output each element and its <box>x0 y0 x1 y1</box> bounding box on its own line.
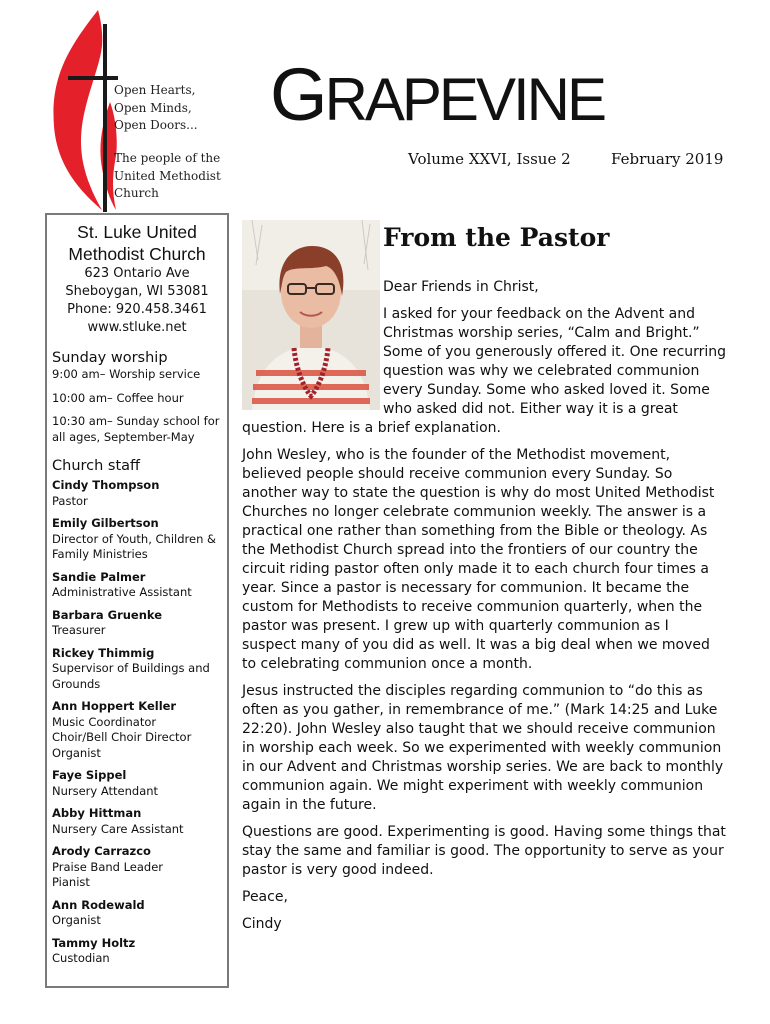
staff-role: Treasurer <box>52 623 106 637</box>
staff-name: Arody Carrazco <box>52 844 151 858</box>
cross-horizontal-icon <box>68 76 118 80</box>
worship-time: 10:30 am– Sunday school for all ages, September-May <box>52 414 220 444</box>
newsletter-masthead: GRAPEVINE <box>270 53 604 136</box>
church-info-sidebar <box>45 213 229 988</box>
church-address: 623 Ontario Ave Sheboygan, WI 53081 Phone: 920.458.3461 www.stluke.net <box>52 265 222 337</box>
worship-heading: Sunday worship <box>52 350 168 366</box>
tagline-open-hearts: Open Hearts, Open Minds, Open Doors... <box>114 83 198 132</box>
staff-role: Custodian <box>52 951 110 965</box>
staff-role: Administrative Assistant <box>52 585 192 599</box>
staff-role: Supervisor of Buildings and Grounds <box>52 661 210 691</box>
article-paragraph: Jesus instructed the disciples regarding communion to “do this as often as you gather, in remembrance of me.” (Mark 14:25 and Luke 22:20). John Wesley also taught that we should receive communion in worship each week. So we experimented with weekly communion in our Advent and Christmas worship series. We are back to monthly communion again. We might experiment with weekly communion again in the future. <box>242 683 724 813</box>
issue-date: February 2019 <box>611 150 724 168</box>
staff-member <box>52 478 227 509</box>
staff-role: Praise Band Leader Pianist <box>52 859 164 889</box>
article-paragraph: Peace, <box>242 889 288 905</box>
article-body <box>242 278 727 942</box>
church-name: St. Luke United Methodist Church <box>68 222 206 264</box>
staff-role: Music Coordinator Choir/Bell Choir Director Organist <box>52 714 192 760</box>
staff-member <box>52 699 227 761</box>
staff-member <box>52 844 227 891</box>
staff-name: Ann Rodewald <box>52 897 145 912</box>
article-signature: Cindy <box>242 916 282 932</box>
staff-list <box>52 478 227 967</box>
staff-role: Organist <box>52 913 101 927</box>
staff-name: Abby Hittman <box>52 806 142 820</box>
article-paragraph: Dear Friends in Christ, <box>383 279 539 295</box>
article-title: From the Pastor <box>383 223 610 252</box>
article-paragraph: John Wesley, who is the founder of the Methodist movement, believed people should receive communion every Sunday. So another way to state the question is why do most United Methodist Churches no longer celebrate communion weekly. The answer is a practical one rather than something from the Bible or theology. As the Methodist Church spread into the frontiers of our country the circuit riding pastor often only made it to each church four times a year. Since a pastor is necessary for communion. It became the custom for Methodists to receive communion quarterly, when the pastor was present. I grew up with quarterly communion as I suspect many of you did as well. It was a big deal when we moved to celebrating communion once a month. <box>242 447 715 672</box>
worship-time: 10:00 am– Coffee hour <box>52 390 184 405</box>
staff-member <box>52 898 227 929</box>
staff-name: Faye Sippel <box>52 768 127 782</box>
staff-member <box>52 516 227 563</box>
church-website: www.stluke.net <box>87 320 187 335</box>
staff-name: Emily Gilbertson <box>52 516 159 530</box>
staff-name: Barbara Gruenke <box>52 607 163 622</box>
staff-member <box>52 806 227 837</box>
article-paragraph: I asked for your feedback on the Advent and Christmas worship series, “Calm and Bright.” Some of you generously offered it. One recurring question was why we celebrated communion every Sunday. Some who asked loved it. Some who asked did not. Either way it is a great question. Here is a brief explanation. <box>242 306 727 436</box>
staff-name: Rickey Thimmig <box>52 645 155 660</box>
staff-name: Ann Hoppert Keller <box>52 699 177 713</box>
staff-member <box>52 608 227 639</box>
staff-member <box>52 768 227 799</box>
staff-name: Cindy Thompson <box>52 478 160 492</box>
worship-time: 9:00 am– Worship service <box>52 367 201 381</box>
staff-name: Tammy Holtz <box>52 935 136 950</box>
staff-role: Nursery Attendant <box>52 783 159 798</box>
staff-heading: Church staff <box>52 458 141 474</box>
flame-left-icon <box>53 10 102 210</box>
staff-member <box>52 570 227 601</box>
volume-issue: Volume XXVI, Issue 2 <box>408 150 571 168</box>
tagline-people-of-umc: The people of the United Methodist Church <box>114 151 221 200</box>
cross-vertical-icon <box>103 24 107 212</box>
staff-role: Nursery Care Assistant <box>52 821 184 836</box>
staff-name: Sandie Palmer <box>52 569 146 584</box>
cross-and-flame-logo <box>40 6 120 212</box>
staff-role: Pastor <box>52 493 88 508</box>
article-paragraph: Questions are good. Experimenting is good. Having some things that stay the same and familiar is good. The opportunity to serve as your pastor is very good indeed. <box>242 824 726 878</box>
staff-member <box>52 646 227 693</box>
staff-role: Director of Youth, Children & Family Ministries <box>52 531 216 561</box>
staff-member <box>52 936 227 967</box>
